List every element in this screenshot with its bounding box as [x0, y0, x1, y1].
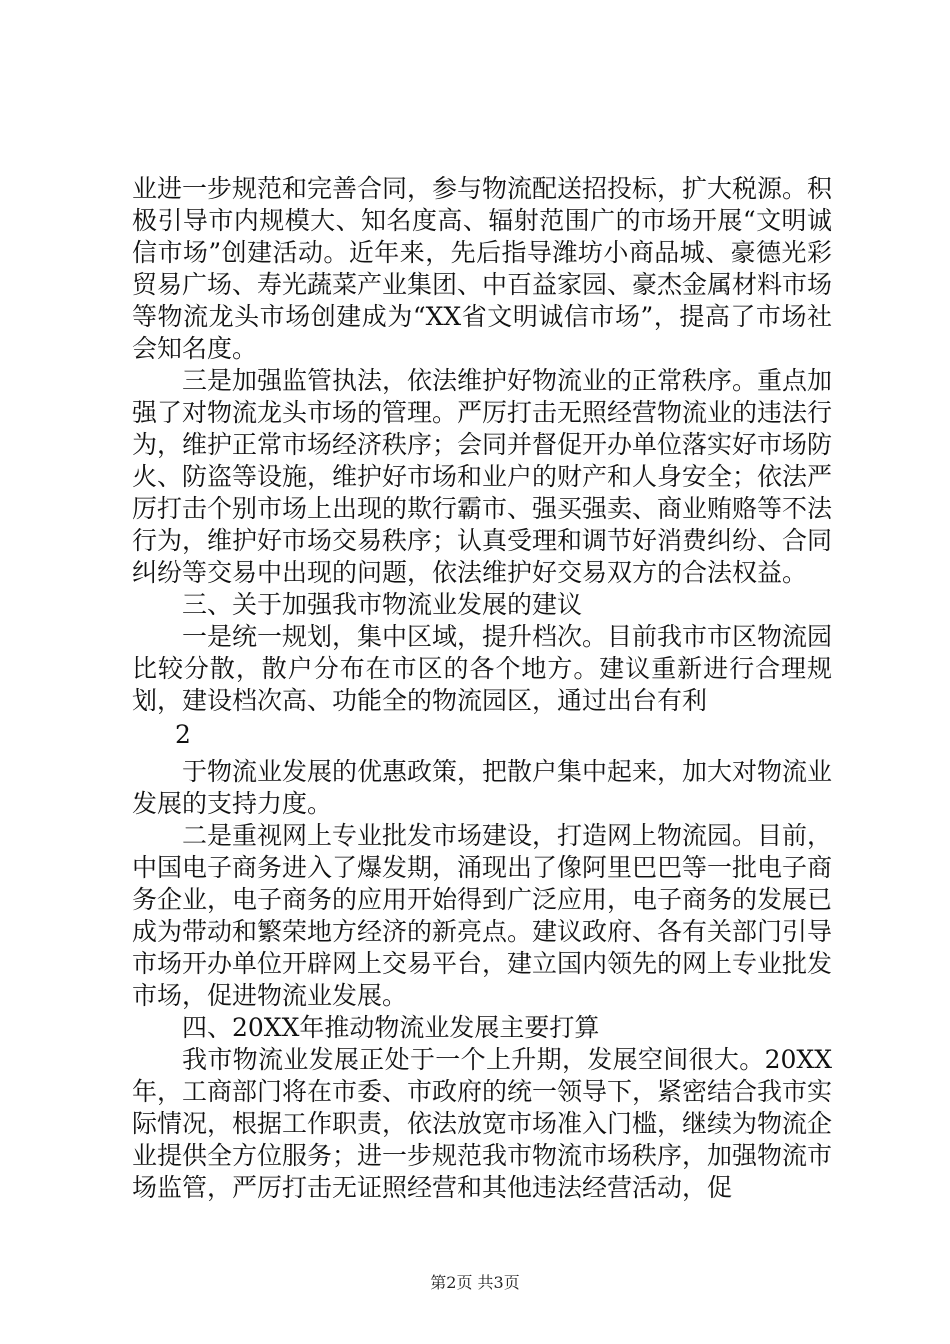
- paragraph-online-market: 二是重视网上专业批发市场建设，打造网上物流园。目前，中国电子商务进入了爆发期，涌现出了像阿里巴巴等一批电子商务企业，电子商务的应用开始得到广泛应用，电子商务的发展已成为带动和繁荣地方经济的新亮点。建议政府、各有关部门引导市场开办单位开辟网上交易平台，建立国内领先的网上专业批发市场，促进物流业发展。: [132, 821, 833, 1010]
- paragraph-unified-planning: 一是统一规划，集中区域，提升档次。目前我市市区物流园比较分散，散户分布在市区的各个地方。建议重新进行合理规划，建设档次高、功能全的物流园区，通过出台有利: [132, 622, 833, 715]
- paragraph-development-plan: 我市物流业发展正处于一个上升期，发展空间很大。20XX年，工商部门将在市委、市政府的统一领导下，紧密结合我市实际情况，根据工作职责，依法放宽市场准入门槛，继续为物流企业提供全方位服务；进一步规范我市物流市场秩序，加强物流市场监管，严厉打击无证照经营和其他违法经营活动，促: [132, 1045, 833, 1202]
- body-text-bottom: [132, 756, 832, 1204]
- paragraph-supervision: 三是加强监管执法，依法维护好物流业的正常秩序。重点加强了对物流龙头市场的管理。严厉打击无照经营物流业的违法行为，维护正常市场经济秩序；会同并督促开办单位落实好市场防火、防盗等设施，维护好市场和业户的财产和人身安全；依法严厉打击个别市场上出现的欺行霸市、强买强卖、商业贿赂等不法行为，维护好市场交易秩序；认真受理和调节好消费纠纷、合同纠纷等交易中出现的问题，依法维护好交易双方的合法权益。: [132, 366, 833, 587]
- section-heading-plans: 四、20XX年推动物流业发展主要打算: [182, 1013, 600, 1042]
- paragraph-market-creation: 业进一步规范和完善合同，参与物流配送招投标，扩大税源。积极引导市内规模大、知名度高、辐射范围广的市场开展“文明诚信市场”创建活动。近年来，先后指导潍坊小商品城、豪德光彩贸易广场、寿光蔬菜产业集团、中百益家园、豪杰金属材料市场等物流龙头市场创建成为“XX省文明诚信市场”，提高了市场社会知名度。: [132, 174, 833, 363]
- page-footer: 第2页 共3页: [430, 1273, 520, 1292]
- paragraph-preferential-policy: 于物流业发展的优惠政策，把散户集中起来，加大对物流业发展的支持力度。: [132, 757, 833, 818]
- section-heading-suggestions: 三、关于加强我市物流业发展的建议: [182, 590, 583, 619]
- body-text-top: [132, 173, 832, 717]
- inline-page-number: 2: [175, 720, 191, 749]
